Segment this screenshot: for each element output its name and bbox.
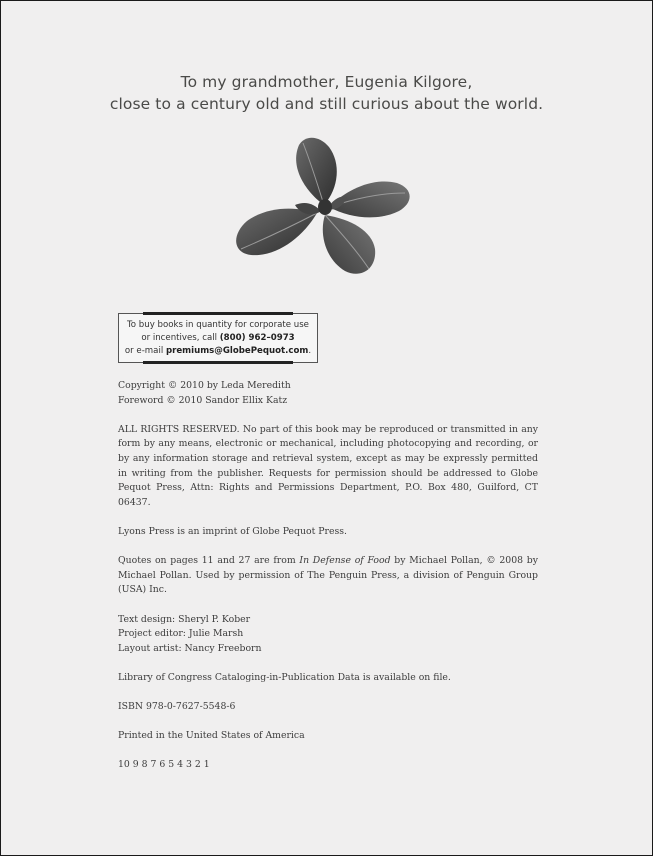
copyright-book: Copyright © 2010 by Leda Meredith <box>118 380 291 391</box>
quotes-permission: Quotes on pages 11 and 27 are from In Defense of Food by Michael Pollan, © 2008 by Michael Pollan. Used by permission of The Penguin Press, a division of Penguin Group (USA) Inc. <box>118 555 538 596</box>
imprint-note: Lyons Press is an imprint of Globe Pequot Press. <box>118 525 347 537</box>
credit-text-design: Text design: Sheryl P. Kober <box>118 613 251 625</box>
credit-project-editor: Project editor: Julie Marsh <box>118 628 244 640</box>
promo-line-1: To buy books in quantity for corporate use <box>127 320 309 330</box>
printed-in: Printed in the United States of America <box>118 730 305 742</box>
legal-text <box>118 379 538 788</box>
dedication <box>1 71 652 115</box>
printing-line: 10 9 8 7 6 5 4 3 2 1 <box>118 759 210 771</box>
top-leaf <box>296 138 337 205</box>
rights-reserved: ALL RIGHTS RESERVED. No part of this book may be reproduced or transmitted in any form by any means, electronic or mechanical, including photocopying and recording, or by any information storage and retrieval system, except as may be expressly permitted in writing from the publisher. Requests for permission should be addressed to Globe Pequot Press, Attn: Rights and Permissions Department, P.O. Box 480, Guilford, CT 06437. <box>118 423 538 508</box>
promo-phone: (800) 962–0973 <box>219 333 295 343</box>
bottom-leaf <box>323 215 375 274</box>
credit-layout-artist: Layout artist: Nancy Freeborn <box>118 642 262 654</box>
promo-top-bar <box>143 312 293 315</box>
dedication-line-1: To my grandmother, Eugenia Kilgore, <box>180 73 473 91</box>
promo-email: premiums@GlobePequot.com <box>165 346 309 356</box>
credits-block <box>118 613 538 657</box>
promo-line-2: or incentives, call (800) 962–0973 <box>141 333 295 343</box>
copyright-block <box>118 379 538 408</box>
promo-bottom-bar <box>143 361 293 364</box>
promo-line-3: or e-mail premiums@GlobePequot.com. <box>124 346 312 356</box>
cip-note: Library of Congress Cataloging-in-Publication Data is available on file. <box>118 671 451 683</box>
isbn: ISBN 978-0-7627-5548-6 <box>118 701 236 713</box>
left-leaf <box>236 209 317 256</box>
copyright-foreword: Foreword © 2010 Sandor Ellix Katz <box>118 394 288 406</box>
dedication-line-2: close to a century old and still curious about the world. <box>109 95 544 113</box>
basil-sprig-illustration <box>229 133 419 275</box>
bulk-purchase-box <box>118 313 318 363</box>
quoted-book-title: In Defense of Food <box>299 555 391 567</box>
